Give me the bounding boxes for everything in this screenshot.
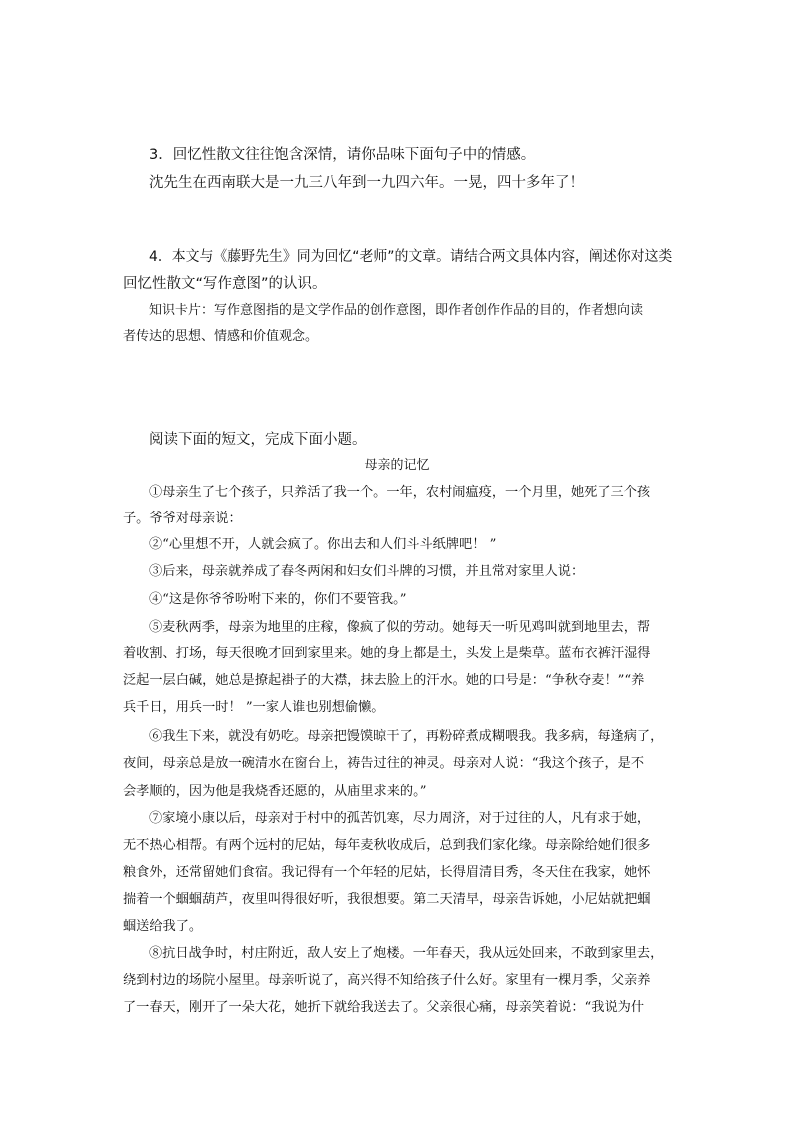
passage-line: 了一春天，刚开了一朵大花，她折下就给我送去了。父亲很心痛，母亲笑着说：“我说为什 [123,1000,645,1015]
question-4-prompt-line-2: 回忆性散文“写作意图”的认识。 [123,276,327,292]
passage-line: 粮食外，还常留她们食宿。我记得有一个年轻的尼姑，长得眉清目秀，冬天住在我家，她怀 [123,865,651,880]
passage-title: 母亲的记忆 [364,458,430,473]
knowledge-card-line-1: 知识卡片：写作意图指的是文学作品的创作意图，即作者创作作品的目的，作者想向读 [149,303,644,318]
passage-line: ③后来，母亲就养成了春冬两闲和妇女们斗牌的习惯，并且常对家里人说： [149,564,585,579]
passage-line: ⑧抗日战争时，村庄附近，敌人安上了炮楼。一年春天，我从远处回来，不敢到家里去， [149,946,664,961]
passage-line: 子。爷爷对母亲说： [123,511,242,526]
passage-line: 绕到村边的场院小屋里。母亲听说了，高兴得不知给孩子什么好。家里有一棵月季，父亲养 [123,973,651,988]
question-4-prompt-line-1: 4．本文与《藤野先生》同为回忆“老师”的文章。请结合两文具体内容，阐述你对这类 [149,249,673,265]
question-3-quote: 沈先生在西南联大是一九三八年到一九四六年。一晃，四十多年了！ [149,175,584,191]
passage-line: 泛起一层白碱，她总是撩起褂子的大襟，抹去脸上的汗水。她的口号是：“争秋夺麦！”“养 [123,673,645,688]
passage-line: 揣着一个蝈蝈葫芦，夜里叫得很好听，我很想要。第二天清早，母亲告诉她，小尼姑就把蝈 [123,892,651,907]
reading-instruction: 阅读下面的短文，完成下面小题。 [149,432,367,448]
passage-line: ④“这是你爷爷吩咐下来的，你们不要管我。” [149,592,407,607]
passage-line: ⑦家境小康以后，母亲对于村中的孤苦饥寒，尽力周济，对于过往的人，凡有求于她， [149,811,651,826]
passage-line: ②“心里想不开，人就会疯了。你出去和人们斗斗纸牌吧！ ” [149,537,497,552]
passage-line: 无不热心相帮。有两个远村的尼姑，每年麦秋收成后，总到我们家化缘。母亲除给她们很多 [123,838,651,853]
passage-line: 会孝顺的，因为他是我烧香还愿的，从庙里求来的。” [123,784,427,799]
passage-line: ①母亲生了七个孩子，只养活了我一个。一年，农村闹瘟疫，一个月里，她死了三个孩 [149,485,651,500]
passage-line: 兵千日，用兵一时！ ”一家人谁也别想偷懒。 [123,700,385,715]
passage-line: 着收割、打场，每天很晚才回到家里来。她的身上都是土，头发上是柴草。蓝布衣裤汗湿得 [123,646,651,661]
passage-line: ⑤麦秋两季，母亲为地里的庄稼，像疯了似的劳动。她每天一听见鸡叫就到地里去，帮 [149,620,651,635]
question-3-prompt: 3．回忆性散文往往饱含深情，请你品味下面句子中的情感。 [149,147,536,163]
passage-line: 蝈送给我了。 [123,919,203,934]
passage-line: ⑥我生下来，就没有奶吃。母亲把馒馍晾干了，再粉碎煮成糊喂我。我多病，每逢病了， [149,729,664,744]
passage-line: 夜间，母亲总是放一碗清水在窗台上，祷告过往的神灵。母亲对人说：“我这个孩子，是不 [123,756,645,771]
knowledge-card-line-2: 者传达的思想、情感和价值观念。 [123,329,319,344]
